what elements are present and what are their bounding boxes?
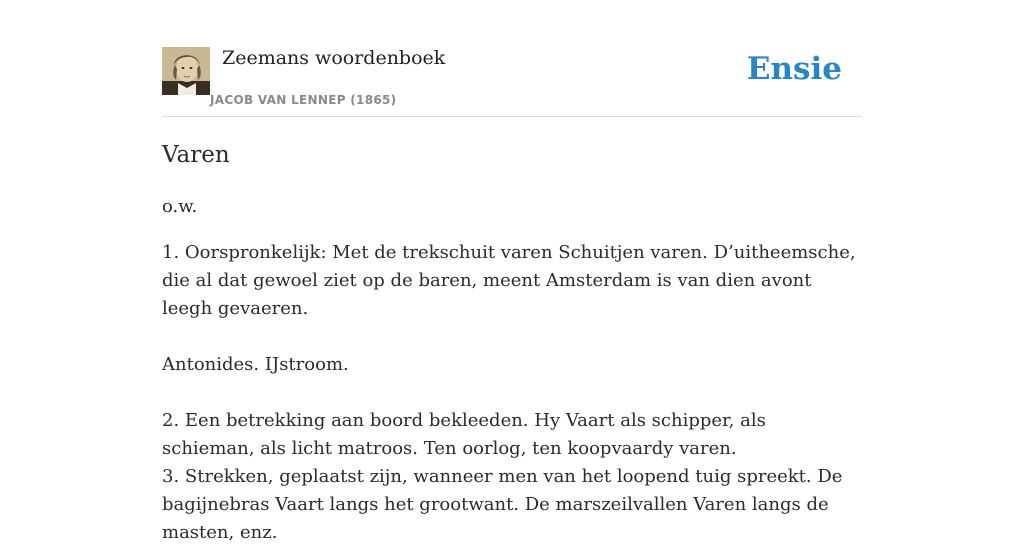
definition-line: Antonides. IJstroom. (162, 354, 349, 375)
definition-line: 2. Een betrekking aan boord bekleeden. Hy Vaart als schipper, als schieman, als licht matroos. Ten oorlog, ten koopvaardy varen. (162, 410, 766, 459)
entry-headword: Varen (162, 142, 230, 168)
page (162, 0, 862, 543)
part-of-speech: o.w. (162, 196, 198, 217)
author-name[interactable]: JACOB VAN LENNEP (1865) (210, 93, 397, 107)
definition-line: 3. Strekken, geplaatst zijn, wanneer men van het loopend tuig spreekt. De bagijnebras Vaart langs het grootwant. De marszeilvallen Varen langs de masten, enz. (162, 466, 843, 543)
header (162, 0, 862, 117)
entry-definition (162, 239, 862, 547)
book-title[interactable]: Zeemans woordenboek (222, 47, 446, 69)
brand-logo[interactable]: Ensie (746, 51, 842, 87)
definition-line: 1. Oorspronkelijk: Met de trekschuit varen Schuitjen varen. D’uitheemsche, die al dat gewoel ziet op de baren, meent Amsterdam is van dien avont leegh gevaeren. (162, 242, 856, 319)
author-portrait (162, 47, 210, 95)
